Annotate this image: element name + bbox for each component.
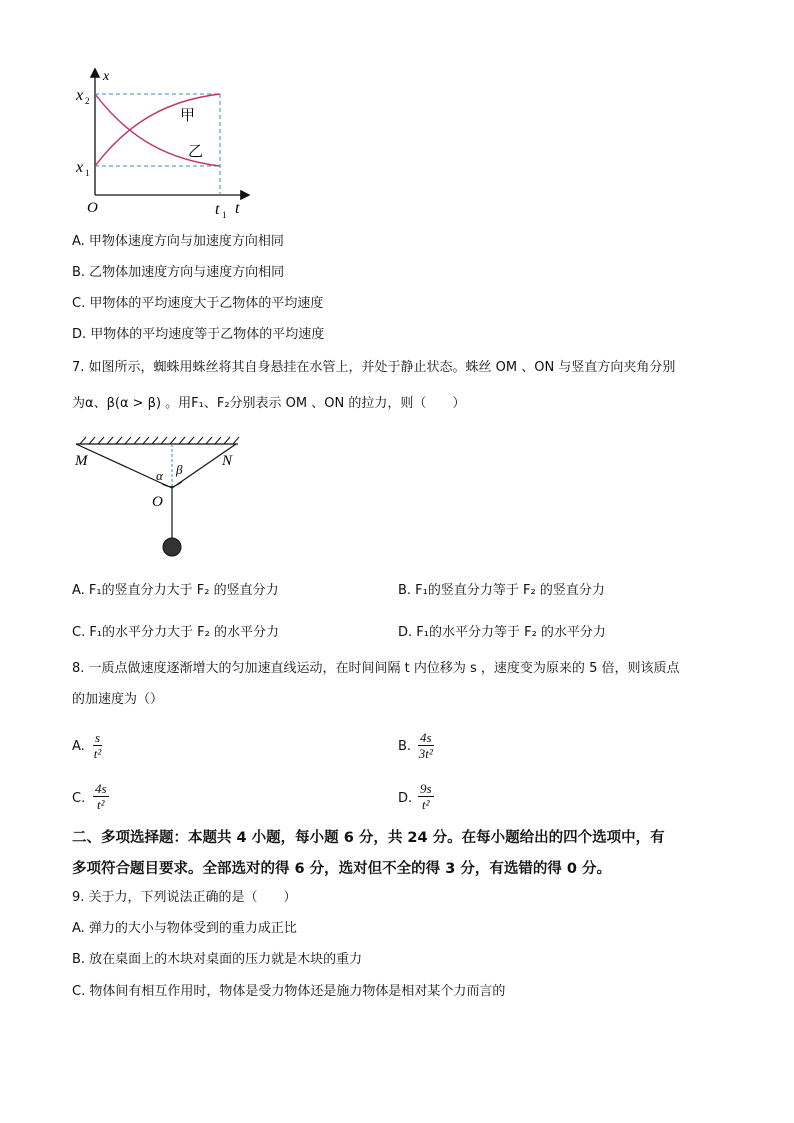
q8-d-numerator: 9s bbox=[420, 781, 432, 796]
q8-option-a-fraction bbox=[93, 731, 102, 761]
q7-option-a: A. F₁的竖直分力大于 F₂ 的竖直分力 bbox=[72, 583, 279, 598]
q8-option-b-label: B. bbox=[398, 739, 412, 754]
q8-option-c-label: C. bbox=[72, 791, 86, 806]
q8-option-d-fraction bbox=[418, 782, 434, 812]
x2-label: x bbox=[76, 87, 84, 104]
q8-a-numerator: s bbox=[95, 730, 101, 745]
label-n: N bbox=[222, 453, 233, 469]
q9-option-a: A. 弹力的大小与物体受到的重力成正比 bbox=[72, 921, 297, 936]
origin-label: O bbox=[87, 200, 98, 216]
q8-d-denominator: t² bbox=[422, 797, 430, 812]
q8-b-numerator: 4s bbox=[420, 730, 432, 745]
q7-option-b: B. F₁的竖直分力等于 F₂ 的竖直分力 bbox=[398, 583, 605, 598]
section2-heading-line1: 二、多项选择题：本题共 4 小题，每小题 6 分，共 24 分。在每小题给出的四个选项中，有 bbox=[72, 830, 665, 846]
q8-c-numerator: 4s bbox=[95, 781, 107, 796]
q8-stem-line2: 的加速度为（） bbox=[72, 692, 164, 707]
t1-sub: 1 bbox=[222, 210, 227, 220]
q8-stem-line1: 8. 一质点做速度逐渐增大的匀加速直线运动，在时间间隔 t 内位移为 s ，速度变为原来的 5 倍，则该质点 bbox=[72, 661, 680, 676]
t1-label: t bbox=[215, 201, 220, 218]
q8-option-c-fraction bbox=[93, 782, 109, 812]
spider-ball bbox=[163, 538, 181, 556]
q6-option-c: C. 甲物体的平均速度大于乙物体的平均速度 bbox=[72, 296, 324, 311]
q9-option-c: C. 物体间有相互作用时，物体是受力物体还是施力物体是相对某个力而言的 bbox=[72, 984, 506, 999]
label-alpha: α bbox=[156, 468, 163, 483]
x1-sub: 1 bbox=[85, 168, 90, 178]
x1-label: x bbox=[76, 159, 84, 176]
q6-option-a: A. 甲物体速度方向与加速度方向相同 bbox=[72, 234, 284, 249]
x2-sub: 2 bbox=[85, 96, 90, 106]
curve-yi-label: 乙 bbox=[188, 144, 204, 160]
q8-c-denominator: t² bbox=[97, 797, 105, 812]
q7-stem-line2: 为α、β(α > β) 。用F₁、F₂分别表示 OM 、ON 的拉力，则（ ） bbox=[72, 396, 466, 411]
curve-jia-label: 甲 bbox=[180, 108, 196, 124]
q8-option-d-label: D. bbox=[398, 791, 413, 806]
axis-t-label: t bbox=[235, 200, 240, 217]
q6-option-d: D. 甲物体的平均速度等于乙物体的平均速度 bbox=[72, 327, 325, 342]
axis-x-label: x bbox=[103, 69, 110, 84]
q7-stem-line1: 7. 如图所示，蜘蛛用蛛丝将其自身悬挂在水管上，并处于静止状态。蛛丝 OM 、ON 与竖直方向夹角分别 bbox=[72, 360, 676, 375]
label-m: M bbox=[75, 453, 88, 469]
label-o: O bbox=[152, 494, 163, 510]
pipe-hatching bbox=[80, 437, 239, 444]
q8-a-denominator: t² bbox=[93, 746, 102, 761]
q8-b-denominator: 3t² bbox=[418, 746, 433, 761]
q7-option-d: D. F₁的水平分力等于 F₂ 的水平分力 bbox=[398, 625, 606, 640]
q8-option-a-label: A. bbox=[72, 739, 85, 754]
q6-option-b: B. 乙物体加速度方向与速度方向相同 bbox=[72, 265, 285, 280]
spider-figure bbox=[70, 430, 250, 565]
q9-stem: 9. 关于力，下列说法正确的是（ ） bbox=[72, 890, 297, 905]
q8-option-b-fraction bbox=[418, 731, 434, 761]
section2-heading-line2: 多项符合题目要求。全部选对的得 6 分，选对但不全的得 3 分，有选错的得 0 分。 bbox=[72, 861, 612, 877]
label-beta: β bbox=[176, 462, 183, 477]
q7-option-c: C. F₁的水平分力大于 F₂ 的水平分力 bbox=[72, 625, 279, 640]
q9-option-b: B. 放在桌面上的木块对桌面的压力就是木块的重力 bbox=[72, 952, 363, 967]
xt-graph bbox=[70, 62, 260, 222]
